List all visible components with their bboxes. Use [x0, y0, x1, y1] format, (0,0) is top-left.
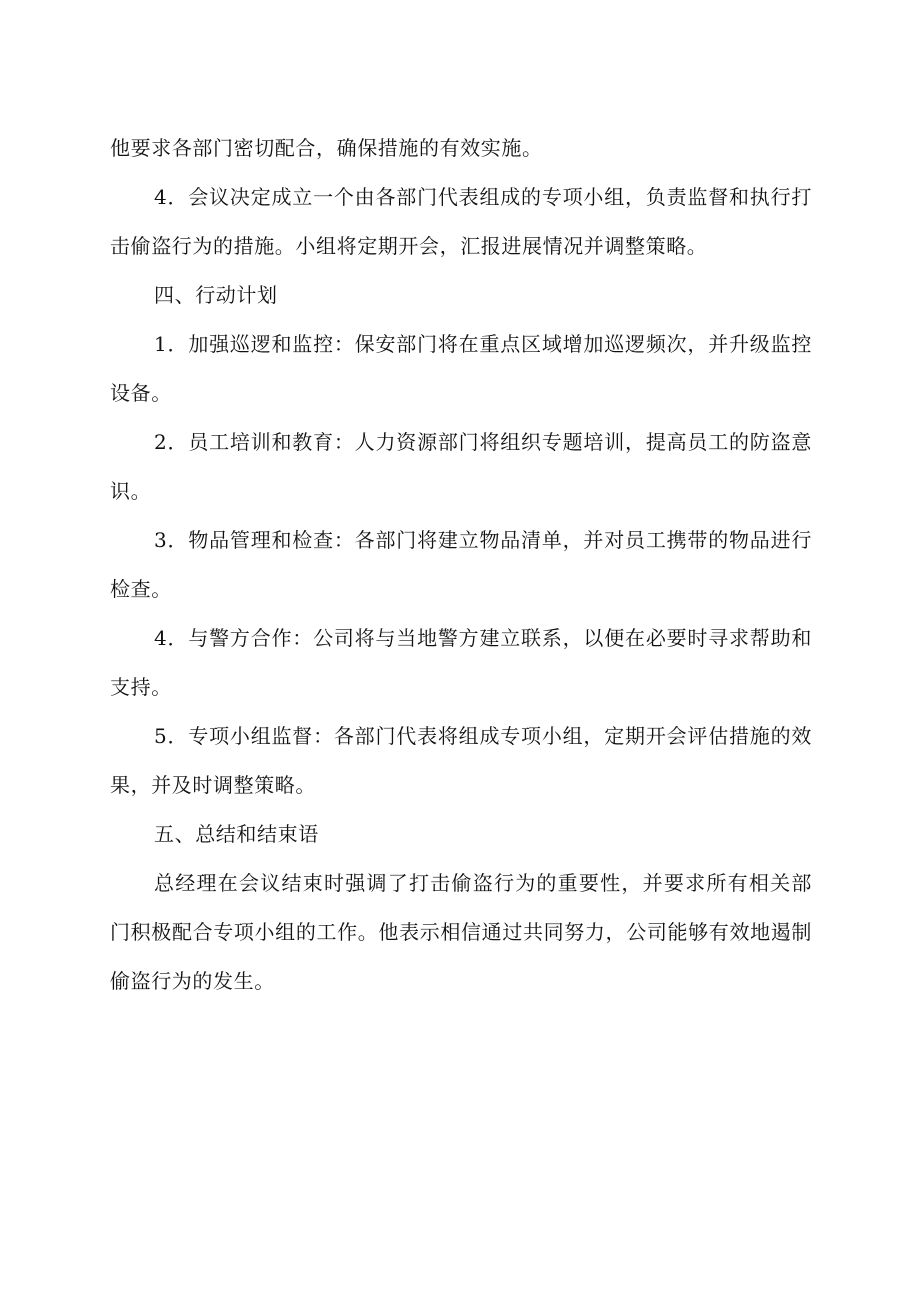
section-heading-summary: 五、总结和结束语 — [154, 822, 319, 846]
paragraph-action-4: 4．与警方合作：公司将与当地警方建立联系，以便在必要时寻求帮助和支持。 — [110, 626, 812, 699]
paragraph-action-3: 3．物品管理和检查：各部门将建立物品清单，并对员工携带的物品进行检查。 — [110, 528, 812, 601]
section-heading-action-plan: 四、行动计划 — [154, 283, 278, 307]
paragraph-item-4-decision: 4．会议决定成立一个由各部门代表组成的专项小组，负责监督和执行打击偷盗行为的措施。小组将定期开会，汇报进展情况并调整策略。 — [110, 185, 812, 258]
paragraph-action-5: 5．专项小组监督：各部门代表将组成专项小组，定期开会评估措施的效果，并及时调整策略。 — [110, 724, 812, 797]
paragraph-action-2: 2．员工培训和教育：人力资源部门将组织专题培训，提高员工的防盗意识。 — [110, 430, 812, 503]
paragraph-continuation: 他要求各部门密切配合，确保措施的有效实施。 — [110, 136, 543, 160]
paragraph-summary: 总经理在会议结束时强调了打击偷盗行为的重要性，并要求所有相关部门积极配合专项小组的工作。他表示相信通过共同努力，公司能够有效地遏制偷盗行为的发生。 — [110, 871, 812, 993]
document-body — [110, 124, 812, 1006]
paragraph-action-1: 1．加强巡逻和监控：保安部门将在重点区域增加巡逻频次，并升级监控设备。 — [110, 332, 812, 405]
